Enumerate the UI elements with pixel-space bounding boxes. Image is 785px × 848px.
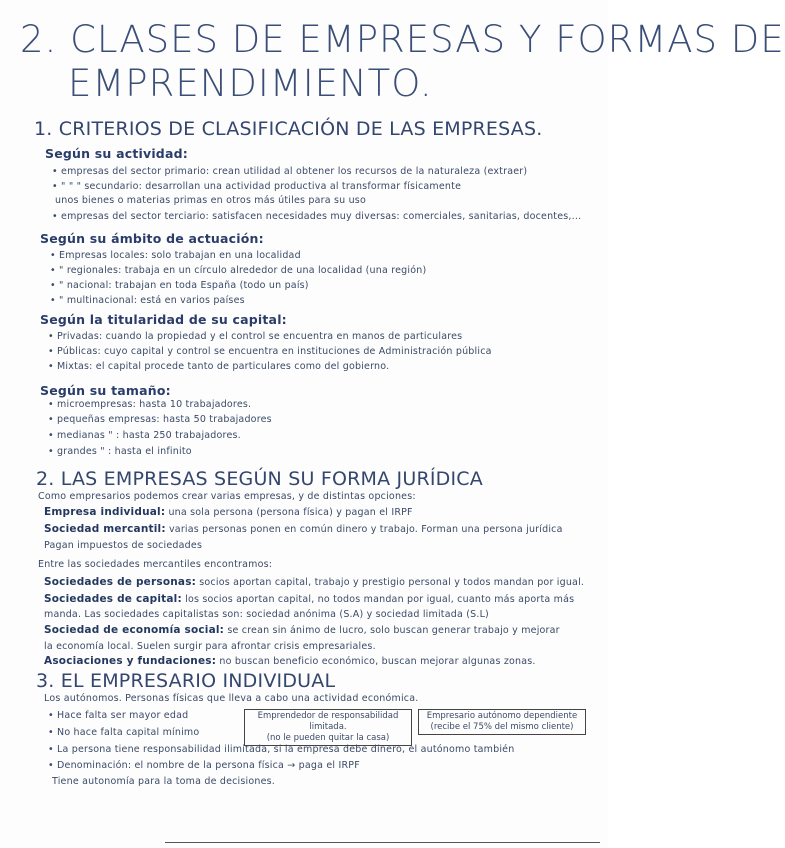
page-title-line2: EMPRENDIMIENTO. bbox=[68, 62, 433, 105]
definition-row bbox=[44, 624, 560, 636]
definition: no buscan beneficio económico, buscan mejorar algunas zonas. bbox=[216, 656, 536, 667]
definition: Pagan impuestos de sociedades bbox=[44, 540, 203, 551]
term: Sociedad mercantil: bbox=[44, 523, 166, 535]
list-item: • microempresas: hasta 10 trabajadores. bbox=[48, 399, 252, 410]
definition-row bbox=[44, 640, 376, 652]
intro-text: Como empresarios podemos crear varias empresas, y de distintas opciones: bbox=[38, 491, 416, 502]
subheading: Según su actividad: bbox=[45, 146, 188, 161]
definition: la economía local. Suelen surgir para afrontar crisis empresariales. bbox=[44, 641, 376, 652]
note-box bbox=[418, 709, 586, 735]
definition: una sola persona (persona física) y pagan el IRPF bbox=[165, 507, 413, 518]
subheading: Según su tamaño: bbox=[40, 383, 171, 398]
list-item: • " " " secundario: desarrollan una actividad productiva al transformar físicamente bbox=[52, 181, 462, 192]
list-item: Tiene autonomía para la toma de decisiones. bbox=[52, 776, 276, 787]
section-heading: 1. CRITERIOS DE CLASIFICACIÓN DE LAS EMPRESAS. bbox=[34, 118, 543, 140]
term: Empresa individual: bbox=[44, 506, 166, 518]
definition: los socios aportan capital, no todos mandan por igual, cuanto más aporta más bbox=[181, 594, 575, 605]
list-item: • empresas del sector terciario: satisfacen necesidades muy diversas: comerciales, sanitarias, docentes,... bbox=[52, 211, 582, 222]
definition-row bbox=[38, 558, 272, 570]
definition: socios aportan capital, trabajo y prestigio personal y todos mandan por igual. bbox=[196, 577, 585, 588]
list-item: • Privadas: cuando la propiedad y el control se encuentra en manos de particulares bbox=[48, 331, 463, 342]
definition: manda. Las sociedades capitalistas son: sociedad anónima (S.A) y sociedad limitada (S.L) bbox=[44, 609, 489, 620]
definition-row bbox=[44, 523, 563, 535]
list-item: • Empresas locales: solo trabajan en una localidad bbox=[50, 250, 301, 261]
list-item: • medianas " : hasta 250 trabajadores. bbox=[48, 430, 241, 441]
section-heading: 3. EL EMPRESARIO INDIVIDUAL bbox=[36, 670, 336, 692]
subheading: Según la titularidad de su capital: bbox=[40, 312, 287, 327]
list-item: • Hace falta ser mayor edad bbox=[48, 710, 189, 721]
term: Sociedades de personas: bbox=[44, 576, 197, 588]
definition-row bbox=[44, 608, 489, 620]
list-item: • Públicas: cuyo capital y control se encuentra en instituciones de Administración pública bbox=[48, 346, 492, 357]
list-item: • " regionales: trabaja en un círculo alrededor de una localidad (una región) bbox=[50, 265, 427, 276]
definition-row bbox=[44, 576, 584, 588]
intro-text: Los autónomos. Personas físicas que lleva a cabo una actividad económica. bbox=[44, 693, 419, 704]
term: Sociedad de economía social: bbox=[44, 624, 225, 636]
list-item: • " multinacional: está en varios países bbox=[50, 295, 245, 306]
note-box bbox=[244, 709, 412, 746]
page-title: 2. CLASES DE EMPRESAS Y FORMAS DE bbox=[20, 18, 785, 61]
list-item: • grandes " : hasta el infinito bbox=[48, 446, 192, 457]
box-line: (no le pueden quitar la casa) bbox=[266, 733, 390, 743]
list-item: • empresas del sector primario: crean utilidad al obtener los recursos de la naturaleza (extraer) bbox=[52, 166, 528, 177]
box-line: (recibe el 75% del mismo cliente) bbox=[430, 722, 574, 732]
list-item: • Mixtas: el capital procede tanto de particulares como del gobierno. bbox=[48, 361, 390, 372]
list-item: • " nacional: trabajan en toda España (todo un país) bbox=[50, 280, 309, 291]
list-item: • No hace falta capital mínimo bbox=[48, 727, 200, 738]
definition-row bbox=[44, 539, 202, 551]
definition-row bbox=[44, 506, 413, 518]
list-item: • La persona tiene responsabilidad ilimitada, si la empresa debe dinero, el autónomo también bbox=[48, 744, 515, 755]
definition: Entre las sociedades mercantiles encontramos: bbox=[38, 559, 273, 570]
list-item: • pequeñas empresas: hasta 50 trabajadores bbox=[48, 414, 272, 425]
definition: varias personas ponen en común dinero y trabajo. Forman una persona jurídica bbox=[165, 524, 563, 535]
list-item: • Denominación: el nombre de la persona física → paga el IRPF bbox=[48, 760, 360, 771]
box-line: limitada. bbox=[309, 722, 347, 732]
list-item: unos bienes o materias primas en otros más útiles para su uso bbox=[55, 195, 366, 206]
term: Sociedades de capital: bbox=[44, 593, 182, 605]
definition-row bbox=[44, 593, 574, 605]
box-line: Emprendedor de responsabilidad bbox=[257, 711, 399, 721]
section-heading: 2. LAS EMPRESAS SEGÚN SU FORMA JURÍDICA bbox=[36, 468, 483, 490]
subheading: Según su ámbito de actuación: bbox=[40, 231, 264, 246]
box-line: Empresario autónomo dependiente bbox=[426, 711, 578, 721]
definition-row bbox=[44, 655, 536, 667]
term: Asociaciones y fundaciones: bbox=[44, 655, 217, 667]
definition: se crean sin ánimo de lucro, solo buscan generar trabajo y mejorar bbox=[224, 625, 560, 636]
divider bbox=[165, 842, 600, 843]
